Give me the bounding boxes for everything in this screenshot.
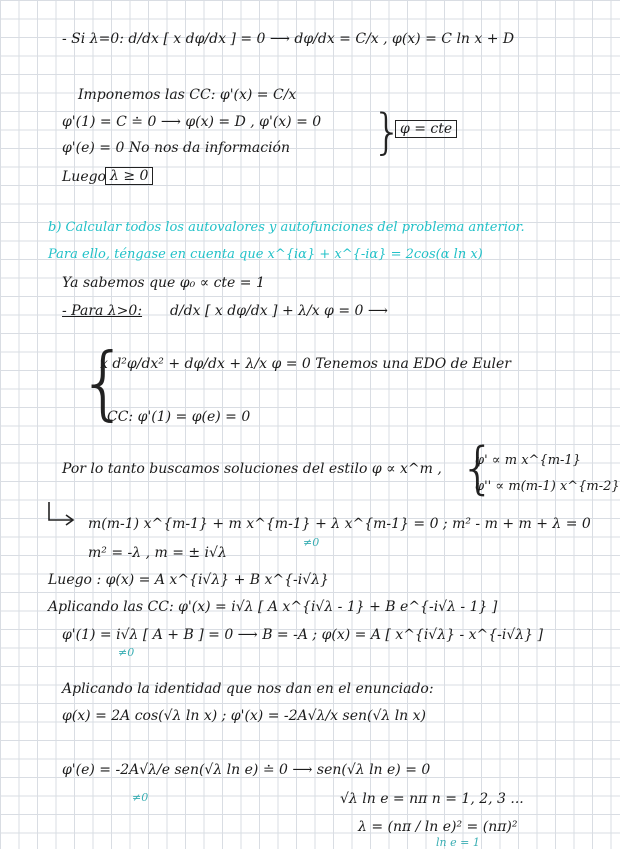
line-m-roots: m² = -λ , m = ± i√λ (88, 545, 227, 561)
note-neq-zero-1: ≠0 (303, 536, 320, 549)
part-b-statement: b) Calcular todos los autovalores y autofunciones del problema anterior. (48, 220, 525, 235)
note-ln-e-one: ln e = 1 (436, 836, 480, 849)
line-cc-euler: CC: φ'(1) = φ(e) = 0 (107, 409, 251, 425)
note-neq-zero-2: ≠0 (118, 646, 135, 659)
line-apply-identity: Aplicando la identidad que nos dan en el enunciado: (62, 681, 434, 697)
line-ode: d/dx [ x dφ/dx ] + λ/x φ = 0 ⟶ (170, 303, 388, 319)
line-general-solution: Luego : φ(x) = A x^{i√λ} + B x^{-i√λ} (48, 572, 329, 588)
line-lambda-zero: - Si λ=0: d/dx [ x dφ/dx ] = 0 ⟶ dφ/dx = C/x , φ(x) = C ln x + D (62, 31, 515, 47)
line-buscamos: Por lo tanto buscamos soluciones del estilo φ ∝ x^m , (62, 461, 442, 477)
line-luego: Luego (62, 169, 106, 185)
result-box-phi-cte: φ = cte (395, 120, 457, 138)
line-phi-cos: φ(x) = 2A cos(√λ ln x) ; φ'(x) = -2A√λ/x sen(√λ ln x) (62, 708, 426, 724)
line-phi-double-prime: φ'' ∝ m(m-1) x^{m-2} (475, 479, 620, 494)
return-arrow-icon (46, 500, 76, 526)
result-box-lambda: λ ≥ 0 (105, 167, 153, 185)
left-brace-icon: { (78, 336, 129, 429)
line-phi-prime-1: φ'(1) = C ≐ 0 ⟶ φ(x) = D , φ'(x) = 0 (62, 114, 322, 130)
line-apply-cc: Aplicando las CC: φ'(x) = i√λ [ A x^{i√λ - 1} + B e^{-i√λ - 1} ] (48, 599, 498, 615)
line-phi-prime-e: φ'(e) = 0 No nos da información (62, 140, 290, 156)
line-euler-ode: x d²φ/dx² + dφ/dx + λ/x φ = 0 Tenemos una EDO de Euler (100, 356, 512, 372)
part-b-hint: Para ello, téngase en cuenta que x^{iα} + x^{-iα} = 2cos(α ln x) (48, 247, 483, 262)
line-char-eq: m(m-1) x^{m-1} + m x^{m-1} + λ x^{m-1} = 0 ; m² - m + m + λ = 0 (88, 516, 591, 532)
line-para-lambda-pos: - Para λ>0: (62, 303, 143, 319)
line-phi-prime-e-b: φ'(e) = -2A√λ/e sen(√λ ln e) ≐ 0 ⟶ sen(√λ ln e) = 0 (62, 762, 431, 778)
note-neq-zero-3: ≠0 (132, 791, 149, 804)
line-phi-prime: φ' ∝ m x^{m-1} (475, 453, 581, 468)
line-ya-sabemos: Ya sabemos que φ₀ ∝ cte = 1 (62, 275, 265, 291)
line-impose-cc: Imponemos las CC: φ'(x) = C/x (78, 87, 297, 103)
left-brace-icon-2: { (460, 436, 496, 501)
line-eigenvalues: λ = (nπ / ln e)² = (nπ)² (358, 819, 518, 835)
line-sqrt-lambda: √λ ln e = nπ n = 1, 2, 3 ... (340, 791, 524, 807)
right-brace-icon: } (372, 104, 403, 160)
line-phi-prime-one-b: φ'(1) = i√λ [ A + B ] = 0 ⟶ B = -A ; φ(x) = A [ x^{i√λ} - x^{-i√λ} ] (62, 627, 543, 643)
